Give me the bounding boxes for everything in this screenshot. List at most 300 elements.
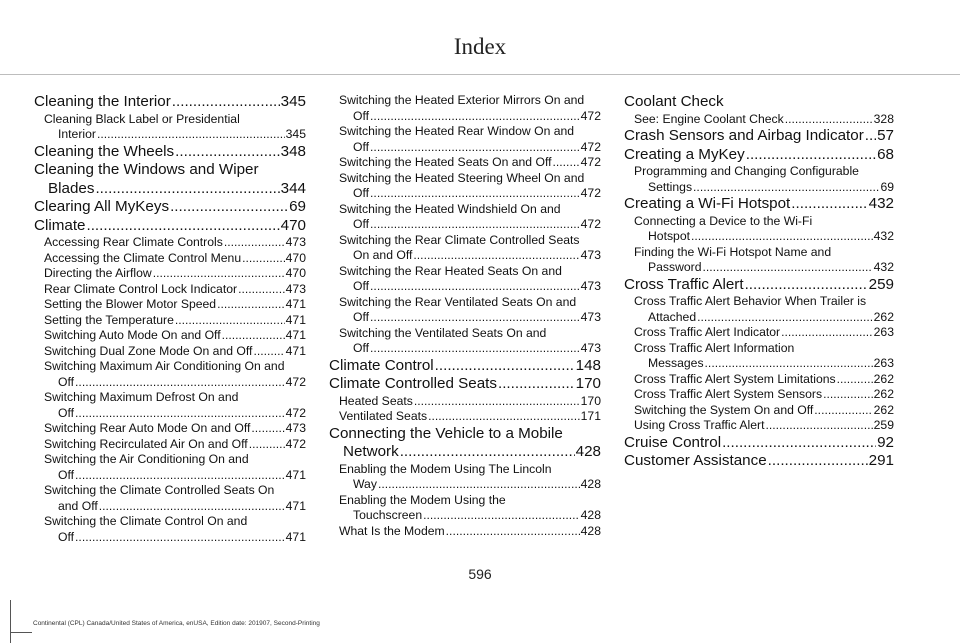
index-page-ref: 473 bbox=[580, 279, 601, 293]
dot-leader bbox=[768, 452, 868, 471]
dot-leader bbox=[823, 387, 873, 403]
index-page-ref: 471 bbox=[285, 312, 306, 327]
index-entry-line bbox=[339, 493, 601, 509]
index-page-ref: 473 bbox=[285, 235, 306, 249]
index-entry-line bbox=[339, 202, 601, 218]
dot-leader bbox=[745, 276, 868, 295]
index-entry-line bbox=[339, 394, 601, 410]
index-subentry bbox=[34, 297, 306, 313]
index-subentry bbox=[34, 452, 306, 483]
dot-leader bbox=[75, 530, 285, 546]
index-entry-text: Switching the System On and Off bbox=[634, 402, 814, 417]
dot-leader bbox=[785, 112, 873, 128]
index-entry bbox=[329, 375, 601, 394]
dot-leader bbox=[837, 372, 873, 388]
index-subentry bbox=[329, 171, 601, 202]
index-subentry bbox=[34, 421, 306, 437]
index-entry-line bbox=[44, 313, 306, 329]
dot-leader bbox=[99, 499, 285, 515]
index-entry-line bbox=[44, 452, 306, 468]
dot-leader bbox=[370, 109, 580, 125]
index-entry-line bbox=[44, 127, 306, 143]
index-entry-line bbox=[34, 198, 306, 217]
index-subentry bbox=[329, 124, 601, 155]
index-page-ref: 345 bbox=[280, 93, 306, 110]
index-page-ref: 328 bbox=[873, 111, 894, 126]
dot-leader bbox=[423, 508, 580, 524]
index-entry bbox=[34, 217, 306, 236]
index-entry bbox=[329, 357, 601, 376]
index-entry-text: Switching the Heated Windshield On and bbox=[339, 201, 561, 216]
index-page-ref: 428 bbox=[580, 508, 601, 522]
dot-leader bbox=[170, 198, 288, 217]
index-entry-line bbox=[624, 146, 894, 165]
index-subentry bbox=[329, 524, 601, 540]
index-entry-line bbox=[34, 161, 306, 180]
index-entry-line bbox=[329, 357, 601, 376]
index-entry-text: On and Off bbox=[353, 248, 413, 262]
index-entry bbox=[624, 434, 894, 453]
dot-leader bbox=[175, 313, 285, 329]
index-entry-text: Cleaning Black Label or Presidential bbox=[44, 111, 240, 126]
index-subentry bbox=[329, 93, 601, 124]
index-entry-text: Cross Traffic Alert Behavior When Trailer is bbox=[634, 294, 867, 308]
index-entry-text: Switching the Rear Climate Controlled Seats bbox=[339, 232, 580, 247]
index-entry-text: Way bbox=[353, 477, 377, 491]
index-entry-text: Off bbox=[353, 310, 370, 324]
index-column-1 bbox=[34, 93, 306, 545]
dot-leader bbox=[217, 297, 285, 313]
index-entry-line bbox=[634, 245, 894, 261]
index-entry-line bbox=[329, 443, 601, 462]
index-entry-text: Password bbox=[648, 260, 702, 274]
index-entry-line bbox=[339, 217, 601, 233]
index-entry-text: What Is the Modem bbox=[339, 523, 445, 538]
index-entry-text: Off bbox=[353, 108, 370, 123]
index-entry-text: Cleaning the Interior bbox=[34, 93, 171, 110]
index-page-ref: 345 bbox=[285, 127, 306, 141]
index-entry-line bbox=[44, 328, 306, 344]
index-entry-text: Creating a Wi-Fi Hotspot bbox=[624, 195, 791, 212]
index-entry-line bbox=[339, 524, 601, 540]
dot-leader bbox=[249, 437, 285, 453]
dot-leader bbox=[791, 195, 867, 214]
index-entry-line bbox=[44, 282, 306, 298]
index-entry-text: Attached bbox=[648, 309, 697, 324]
index-subentry bbox=[329, 155, 601, 171]
index-page-ref: 344 bbox=[280, 179, 306, 197]
dot-leader bbox=[370, 310, 580, 326]
index-subentry bbox=[329, 493, 601, 524]
index-page-ref: 428 bbox=[580, 477, 601, 491]
index-page-ref: 473 bbox=[285, 421, 306, 435]
index-entry-line bbox=[44, 235, 306, 251]
index-page-ref: 263 bbox=[873, 325, 894, 339]
dot-leader bbox=[153, 266, 285, 282]
crop-mark-left bbox=[10, 600, 11, 643]
index-entry bbox=[624, 127, 894, 146]
index-entry-text: Using Cross Traffic Alert bbox=[634, 418, 765, 432]
index-entry-text: Climate Control bbox=[329, 356, 434, 374]
index-subentry bbox=[34, 282, 306, 298]
index-page-ref: 291 bbox=[868, 452, 894, 469]
index-subentry bbox=[624, 245, 894, 276]
dot-leader bbox=[378, 477, 580, 493]
index-entry-line bbox=[339, 310, 601, 326]
index-entry-text: Switching the Heated Exterior Mirrors On and bbox=[339, 93, 585, 107]
index-subentry bbox=[624, 341, 894, 372]
index-page-ref: 473 bbox=[580, 310, 601, 324]
index-entry-text: Cruise Control bbox=[624, 433, 722, 451]
index-page-ref: 470 bbox=[285, 250, 306, 265]
index-entry-line bbox=[339, 109, 601, 125]
index-entry-line bbox=[634, 387, 894, 403]
index-column-2 bbox=[329, 93, 601, 539]
index-entry-line bbox=[339, 341, 601, 357]
page-title: Index bbox=[453, 34, 507, 59]
index-subentry bbox=[34, 112, 306, 143]
index-entry-text: Clearing All MyKeys bbox=[34, 198, 170, 215]
index-entry-text: Connecting the Vehicle to a Mobile bbox=[329, 424, 563, 442]
index-entry-text: Off bbox=[58, 374, 75, 389]
index-entry-text: Rear Climate Control Lock Indicator bbox=[44, 281, 238, 296]
dot-leader bbox=[414, 394, 580, 410]
index-entry-text: Interior bbox=[58, 127, 96, 141]
index-entry-line bbox=[339, 264, 601, 280]
index-entry bbox=[624, 146, 894, 165]
index-subentry bbox=[329, 409, 601, 425]
index-entry-line bbox=[339, 248, 601, 264]
index-entry-line bbox=[44, 375, 306, 391]
index-entry-line bbox=[634, 180, 894, 196]
index-page-ref: 470 bbox=[280, 216, 306, 234]
dot-leader bbox=[251, 421, 284, 437]
index-entry-text: Switching the Heated Seats On and Off bbox=[339, 155, 552, 169]
index-page-ref: 472 bbox=[580, 139, 601, 154]
index-entry-line bbox=[634, 356, 894, 372]
index-page-ref: 473 bbox=[580, 248, 601, 262]
index-entry-text: Switching the Rear Heated Seats On and bbox=[339, 263, 562, 278]
index-entry-text: Off bbox=[353, 279, 370, 293]
index-entry-line bbox=[339, 409, 601, 425]
index-page-ref: 69 bbox=[289, 198, 306, 215]
index-subentry bbox=[624, 372, 894, 388]
index-entry-text: Off bbox=[58, 405, 75, 420]
index-entry-line bbox=[634, 310, 894, 326]
index-entry-line bbox=[339, 326, 601, 342]
index-entry-line bbox=[634, 372, 894, 388]
index-entry-text: Cleaning the Windows and Wiper bbox=[34, 161, 259, 178]
index-entry-line bbox=[44, 421, 306, 437]
index-subentry bbox=[34, 483, 306, 514]
index-column-3 bbox=[624, 93, 894, 471]
index-page-ref: 473 bbox=[285, 281, 306, 296]
index-entry-text: Directing the Airflow bbox=[44, 266, 152, 280]
index-entry-line bbox=[634, 214, 894, 230]
index-page-ref: 259 bbox=[868, 275, 894, 293]
index-subentry bbox=[329, 394, 601, 410]
index-subentry bbox=[329, 326, 601, 357]
index-entry-line bbox=[634, 341, 894, 357]
index-page-ref: 432 bbox=[873, 260, 894, 274]
dot-leader bbox=[697, 310, 873, 326]
index-entry-text: Cross Traffic Alert Information bbox=[634, 340, 795, 355]
index-page-ref: 471 bbox=[285, 297, 306, 311]
dot-leader bbox=[370, 279, 580, 295]
index-subentry bbox=[34, 359, 306, 390]
index-page-ref: 428 bbox=[575, 443, 601, 460]
index-entry-line bbox=[339, 477, 601, 493]
index-page-ref: 432 bbox=[873, 229, 894, 243]
index-page-ref: 262 bbox=[873, 309, 894, 324]
index-page-ref: 471 bbox=[285, 343, 306, 358]
index-entry-text: Off bbox=[353, 217, 370, 231]
dot-leader bbox=[553, 155, 580, 171]
index-entry-line bbox=[329, 425, 601, 444]
index-page-ref: 471 bbox=[285, 467, 306, 482]
footer-edition-text: Continental (CPL) Canada/United States of America, enUSA, Edition date: 201907, Second-Printing bbox=[33, 620, 320, 627]
index-subentry bbox=[34, 328, 306, 344]
index-page-ref: 428 bbox=[580, 523, 601, 538]
index-entry-text: Coolant Check bbox=[624, 93, 724, 110]
index-page-ref: 472 bbox=[285, 405, 306, 420]
dot-leader bbox=[172, 93, 280, 112]
index-entry-text: Switching the Ventilated Seats On and bbox=[339, 325, 547, 340]
index-page-ref: 262 bbox=[873, 402, 894, 417]
index-page-ref: 171 bbox=[580, 409, 601, 423]
index-page-ref: 432 bbox=[868, 195, 894, 212]
index-entry-text: Finding the Wi-Fi Hotspot Name and bbox=[634, 244, 832, 259]
dot-leader bbox=[781, 325, 873, 341]
index-page-ref: 473 bbox=[580, 341, 601, 355]
index-entry-line bbox=[634, 325, 894, 341]
index-subentry bbox=[34, 437, 306, 453]
index-entry-line bbox=[634, 164, 894, 180]
index-entry-line bbox=[44, 344, 306, 360]
index-entry-text: Climate Controlled Seats bbox=[329, 375, 497, 392]
index-entry-line bbox=[624, 434, 894, 453]
dot-leader bbox=[86, 217, 279, 236]
index-subentry bbox=[624, 387, 894, 403]
index-page-ref: 259 bbox=[873, 418, 894, 432]
dot-leader bbox=[446, 524, 580, 540]
index-page-ref: 148 bbox=[575, 356, 601, 374]
index-entry-line bbox=[624, 195, 894, 214]
index-entry-text: Off bbox=[58, 529, 75, 544]
index-entry-line bbox=[44, 437, 306, 453]
index-subentry bbox=[624, 403, 894, 419]
index-entry-text: Creating a MyKey bbox=[624, 145, 745, 163]
dot-leader bbox=[722, 434, 876, 453]
index-subentry bbox=[329, 233, 601, 264]
index-subentry bbox=[34, 235, 306, 251]
index-entry-text: Cross Traffic Alert System Limitations bbox=[634, 371, 836, 386]
index-entry bbox=[34, 198, 306, 217]
index-entry-text: Setting the Blower Motor Speed bbox=[44, 297, 217, 311]
index-entry-line bbox=[624, 276, 894, 295]
index-entry-line bbox=[44, 390, 306, 406]
index-subentry bbox=[34, 390, 306, 421]
index-page-ref: 471 bbox=[285, 529, 306, 544]
index-entry-line bbox=[44, 251, 306, 267]
index-page-ref: 263 bbox=[873, 356, 894, 370]
index-entry bbox=[624, 93, 894, 112]
dot-leader bbox=[400, 443, 575, 462]
index-subentry bbox=[34, 514, 306, 545]
index-page-ref: 92 bbox=[877, 433, 894, 451]
index-entry-line bbox=[34, 217, 306, 236]
dot-leader bbox=[75, 468, 285, 484]
index-entry-text: Switching the Climate Controlled Seats On bbox=[44, 483, 275, 497]
index-entry-line bbox=[44, 406, 306, 422]
crop-mark-bottom bbox=[10, 632, 32, 633]
index-subentry bbox=[329, 295, 601, 326]
dot-leader bbox=[75, 375, 285, 391]
dot-leader bbox=[428, 409, 580, 425]
dot-leader bbox=[95, 180, 279, 199]
index-page-ref: 470 bbox=[285, 266, 306, 280]
dot-leader bbox=[75, 406, 285, 422]
dot-leader bbox=[242, 251, 285, 267]
index-entry-line bbox=[34, 180, 306, 199]
index-page-ref: 472 bbox=[285, 436, 306, 451]
index-subentry bbox=[624, 294, 894, 325]
index-entry-line bbox=[339, 462, 601, 478]
index-entry-line bbox=[44, 483, 306, 499]
index-page-ref: 170 bbox=[575, 375, 601, 392]
index-entry-text: Cross Traffic Alert bbox=[624, 275, 744, 293]
index-entry bbox=[624, 276, 894, 295]
index-page-ref: 69 bbox=[880, 179, 894, 194]
index-entry bbox=[34, 93, 306, 112]
index-entry-text: Enabling the Modem Using the bbox=[339, 492, 506, 507]
dot-leader bbox=[435, 357, 575, 376]
index-entry-line bbox=[339, 140, 601, 156]
index-entry-text: Touchscreen bbox=[353, 508, 423, 522]
index-entry-line bbox=[624, 452, 894, 471]
index-entry-text: Programming and Changing Configurable bbox=[634, 164, 859, 178]
page-number: 596 bbox=[468, 566, 492, 582]
dot-leader bbox=[498, 375, 575, 394]
dot-leader bbox=[691, 229, 873, 245]
index-subentry bbox=[34, 266, 306, 282]
header-rule bbox=[0, 74, 960, 75]
dot-leader bbox=[413, 248, 579, 264]
index-entry-line bbox=[44, 499, 306, 515]
index-entry-text: Messages bbox=[648, 356, 704, 370]
dot-leader bbox=[814, 403, 872, 419]
index-entry-line bbox=[44, 468, 306, 484]
index-entry-line bbox=[634, 403, 894, 419]
index-subentry bbox=[34, 313, 306, 329]
index-entry-line bbox=[339, 93, 601, 109]
index-entry-line bbox=[44, 530, 306, 546]
index-entry-text: Heated Seats bbox=[339, 393, 413, 408]
index-entry-line bbox=[339, 279, 601, 295]
index-entry-text: Switching Maximum Defrost On and bbox=[44, 390, 239, 404]
index-entry-text: Cleaning the Wheels bbox=[34, 142, 175, 160]
index-entry-line bbox=[34, 93, 306, 112]
index-page-ref: 57 bbox=[877, 127, 894, 144]
index-entry-line bbox=[34, 143, 306, 162]
dot-leader bbox=[222, 328, 285, 344]
index-entry-text: Setting the Temperature bbox=[44, 312, 174, 327]
index-entry-text: Off bbox=[353, 139, 370, 154]
index-entry-line bbox=[634, 294, 894, 310]
index-entry-line bbox=[339, 508, 601, 524]
index-subentry bbox=[624, 164, 894, 195]
index-subentry bbox=[329, 264, 601, 295]
index-page-ref: 348 bbox=[280, 142, 306, 160]
index-entry-text: Ventilated Seats bbox=[339, 409, 428, 423]
dot-leader bbox=[224, 235, 285, 251]
index-page-ref: 472 bbox=[580, 108, 601, 123]
index-entry-line bbox=[339, 233, 601, 249]
index-entry-text: Network bbox=[343, 443, 399, 460]
index-entry-line bbox=[634, 229, 894, 245]
index-entry-line bbox=[44, 359, 306, 375]
dot-leader bbox=[693, 180, 879, 196]
index-subentry bbox=[329, 462, 601, 493]
index-entry-line bbox=[339, 295, 601, 311]
index-entry-text: Switching Dual Zone Mode On and Off bbox=[44, 343, 253, 358]
index-entry-text: Accessing Rear Climate Controls bbox=[44, 235, 223, 249]
index-entry-text: Accessing the Climate Control Menu bbox=[44, 250, 242, 265]
index-entry-text: Switching the Heated Rear Window On and bbox=[339, 124, 575, 138]
dot-leader bbox=[97, 127, 285, 143]
dot-leader bbox=[370, 217, 580, 233]
index-entry-line bbox=[329, 375, 601, 394]
dot-leader bbox=[746, 146, 876, 165]
dot-leader bbox=[370, 341, 580, 357]
index-entry-line bbox=[339, 124, 601, 140]
index-subentry bbox=[329, 202, 601, 233]
index-entry-text: Switching the Rear Ventilated Seats On and bbox=[339, 294, 577, 309]
dot-leader bbox=[766, 418, 873, 434]
index-entry-line bbox=[624, 93, 894, 112]
index-subentry bbox=[34, 251, 306, 267]
index-entry-line bbox=[44, 112, 306, 128]
index-entry-text: Hotspot bbox=[648, 229, 691, 243]
index-entry-text: Climate bbox=[34, 216, 86, 234]
index-page-ref: 471 bbox=[285, 328, 306, 342]
index-entry bbox=[34, 143, 306, 162]
index-subentry bbox=[34, 344, 306, 360]
index-entry-text: Off bbox=[353, 186, 370, 200]
index-entry-text: Switching the Climate Control On and bbox=[44, 514, 248, 528]
dot-leader bbox=[705, 356, 873, 372]
index-entry-text: Switching the Heated Steering Wheel On and bbox=[339, 170, 585, 185]
index-page-ref: 170 bbox=[580, 393, 601, 408]
index-subentry bbox=[624, 325, 894, 341]
index-entry bbox=[329, 425, 601, 462]
index-page-ref: 68 bbox=[877, 145, 894, 163]
index-entry-text: Off bbox=[353, 341, 370, 355]
index-entry-line bbox=[44, 514, 306, 530]
dot-leader bbox=[175, 143, 280, 162]
index-entry-text: Cross Traffic Alert System Sensors bbox=[634, 387, 823, 401]
index-page-ref: 472 bbox=[580, 186, 601, 200]
index-entry-text: Customer Assistance bbox=[624, 452, 767, 469]
index-entry-line bbox=[44, 266, 306, 282]
index-entry-text: Switching Recirculated Air On and Off bbox=[44, 436, 248, 451]
index-entry-line bbox=[634, 112, 894, 128]
index-entry bbox=[624, 452, 894, 471]
index-entry-line bbox=[634, 260, 894, 276]
dot-leader bbox=[238, 282, 285, 298]
index-entry-text: Settings bbox=[648, 179, 693, 194]
index-page-ref: 471 bbox=[285, 498, 306, 513]
